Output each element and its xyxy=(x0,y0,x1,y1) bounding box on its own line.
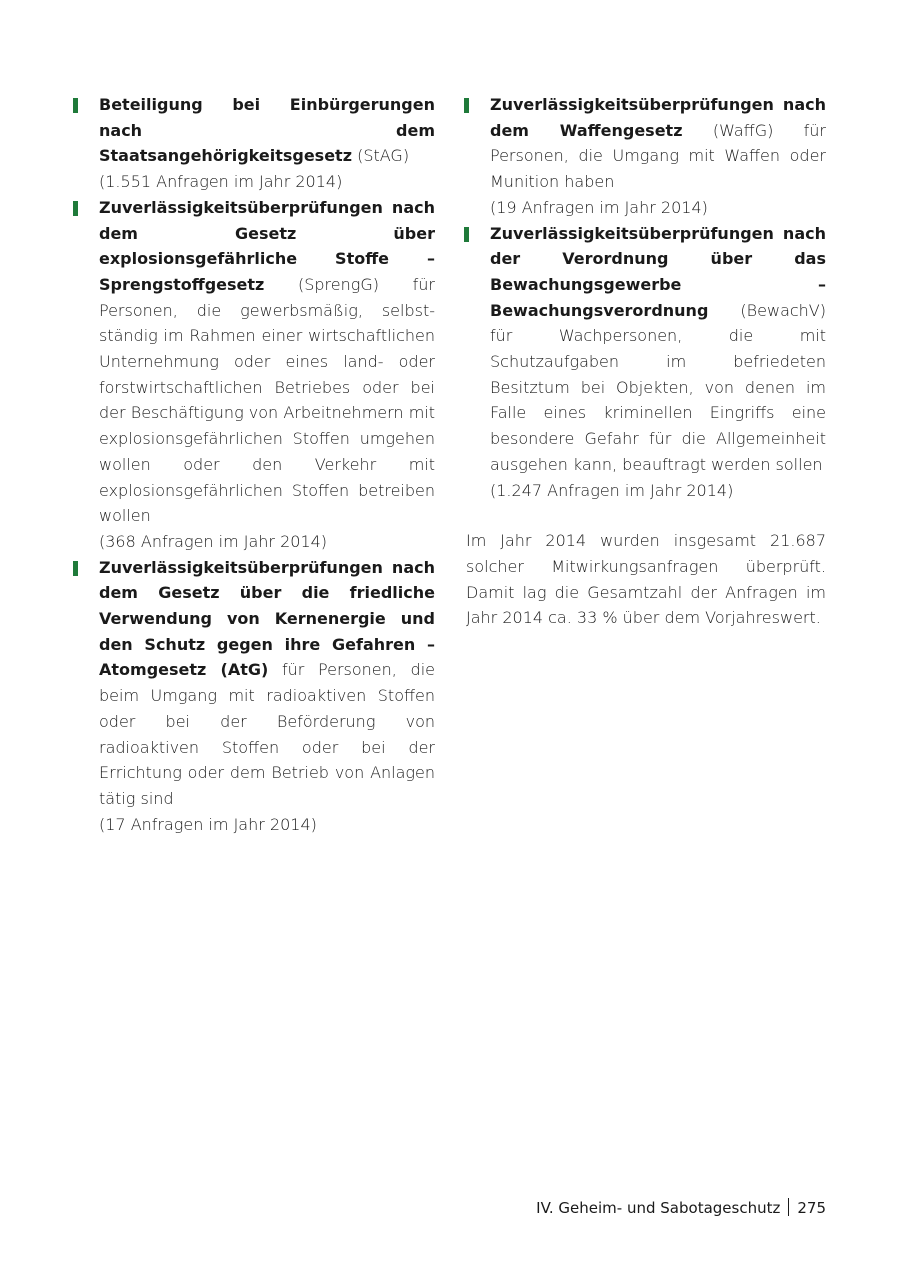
bullet-marker-icon xyxy=(73,201,78,216)
item-title: Zuverlässigkeitsüberprüfungen nach der Verordnung über das Bewachungsgewerbe – Bewachungsverordnung xyxy=(490,223,826,320)
item-count: (368 Anfragen im Jahr 2014) xyxy=(99,531,328,551)
item-description: (StAG) xyxy=(352,146,410,166)
summary-paragraph: Im Jahr 2014 wurden insgesamt 21.687 solcher Mitwirkungsanfragen überprüft. Damit lag die Gesamtzahl der Anfragen im Jahr 2014 ca. 33 % über dem Vorjahreswert. xyxy=(466,531,826,628)
item-text xyxy=(99,95,435,165)
item-title: Zuverlässigkeitsüberprüfungen nach dem Gesetz über die friedliche Verwendung von Kernenergie und den Schutz gegen ihre Gefahren – Atomgesetz (AtG) xyxy=(99,557,435,680)
item-count: (17 Anfragen im Jahr 2014) xyxy=(99,814,317,834)
item-title: Zuverlässigkeitsüberprüfungen nach dem Gesetz über explosionsgefährliche Stoffe – Sprengstoffgesetz xyxy=(99,197,435,294)
list-item xyxy=(99,555,435,838)
item-description: (SprengG) für Personen, die gewerbsmäßig, selbstständig im Rahmen einer wirtschaftlichen Unternehmung oder eines land- oder forstwirtschaftlichen Betriebes oder bei der Beschäftigung von Arbeitnehmern mit explosionsgefährlichen Stoffen umgehen wollen oder den Verkehr mit explosionsgefährlichen Stoffen betreiben wollen xyxy=(99,274,435,526)
item-title: Zuverlässigkeitsüberprüfungen nach dem Waffengesetz xyxy=(490,95,826,140)
item-text xyxy=(99,198,435,525)
item-text xyxy=(490,224,826,474)
item-description: (WaffG) für Personen, die Umgang mit Waffen oder Munition haben xyxy=(490,120,826,192)
list-item xyxy=(99,92,435,195)
list-item xyxy=(490,221,826,504)
footer-divider xyxy=(788,1198,789,1216)
bullet-marker-icon xyxy=(73,98,78,113)
item-description: (BewachV) für Wachpersonen, die mit Schutzaufgaben im befriedeten Besitztum bei Objekten, von denen im Falle eines kriminellen Eingriffs eine besondere Gefahr für die Allgemeinheit ausgehen kann, beauftragt werden sollen xyxy=(490,300,826,474)
item-text xyxy=(99,558,435,808)
bullet-list-right xyxy=(490,92,826,503)
page-number: 275 xyxy=(797,1199,826,1217)
bullet-marker-icon xyxy=(464,227,469,242)
page-footer xyxy=(536,1198,826,1217)
list-item xyxy=(490,92,826,221)
list-item xyxy=(99,195,435,555)
chapter-title: IV. Geheim- und Sabotageschutz xyxy=(536,1199,781,1217)
item-count: (1.551 Anfragen im Jahr 2014) xyxy=(99,172,343,192)
item-count: (1.247 Anfragen im Jahr 2014) xyxy=(490,480,734,500)
item-title: Beteiligung bei Einbürgerungen nach dem Staatsangehörigkeitsgesetz xyxy=(99,95,435,166)
left-column xyxy=(99,92,435,837)
bullet-list-left xyxy=(99,92,435,837)
bullet-marker-icon xyxy=(464,98,469,113)
item-text xyxy=(490,95,826,191)
right-column xyxy=(466,92,826,631)
bullet-marker-icon xyxy=(73,561,78,576)
item-description: für Personen, die beim Umgang mit radioaktiven Stoffen oder bei der Beförderung von radioaktiven Stoffen oder bei der Errichtung oder dem Betrieb von Anlagen tätig sind xyxy=(99,660,435,808)
item-count: (19 Anfragen im Jahr 2014) xyxy=(490,197,708,217)
